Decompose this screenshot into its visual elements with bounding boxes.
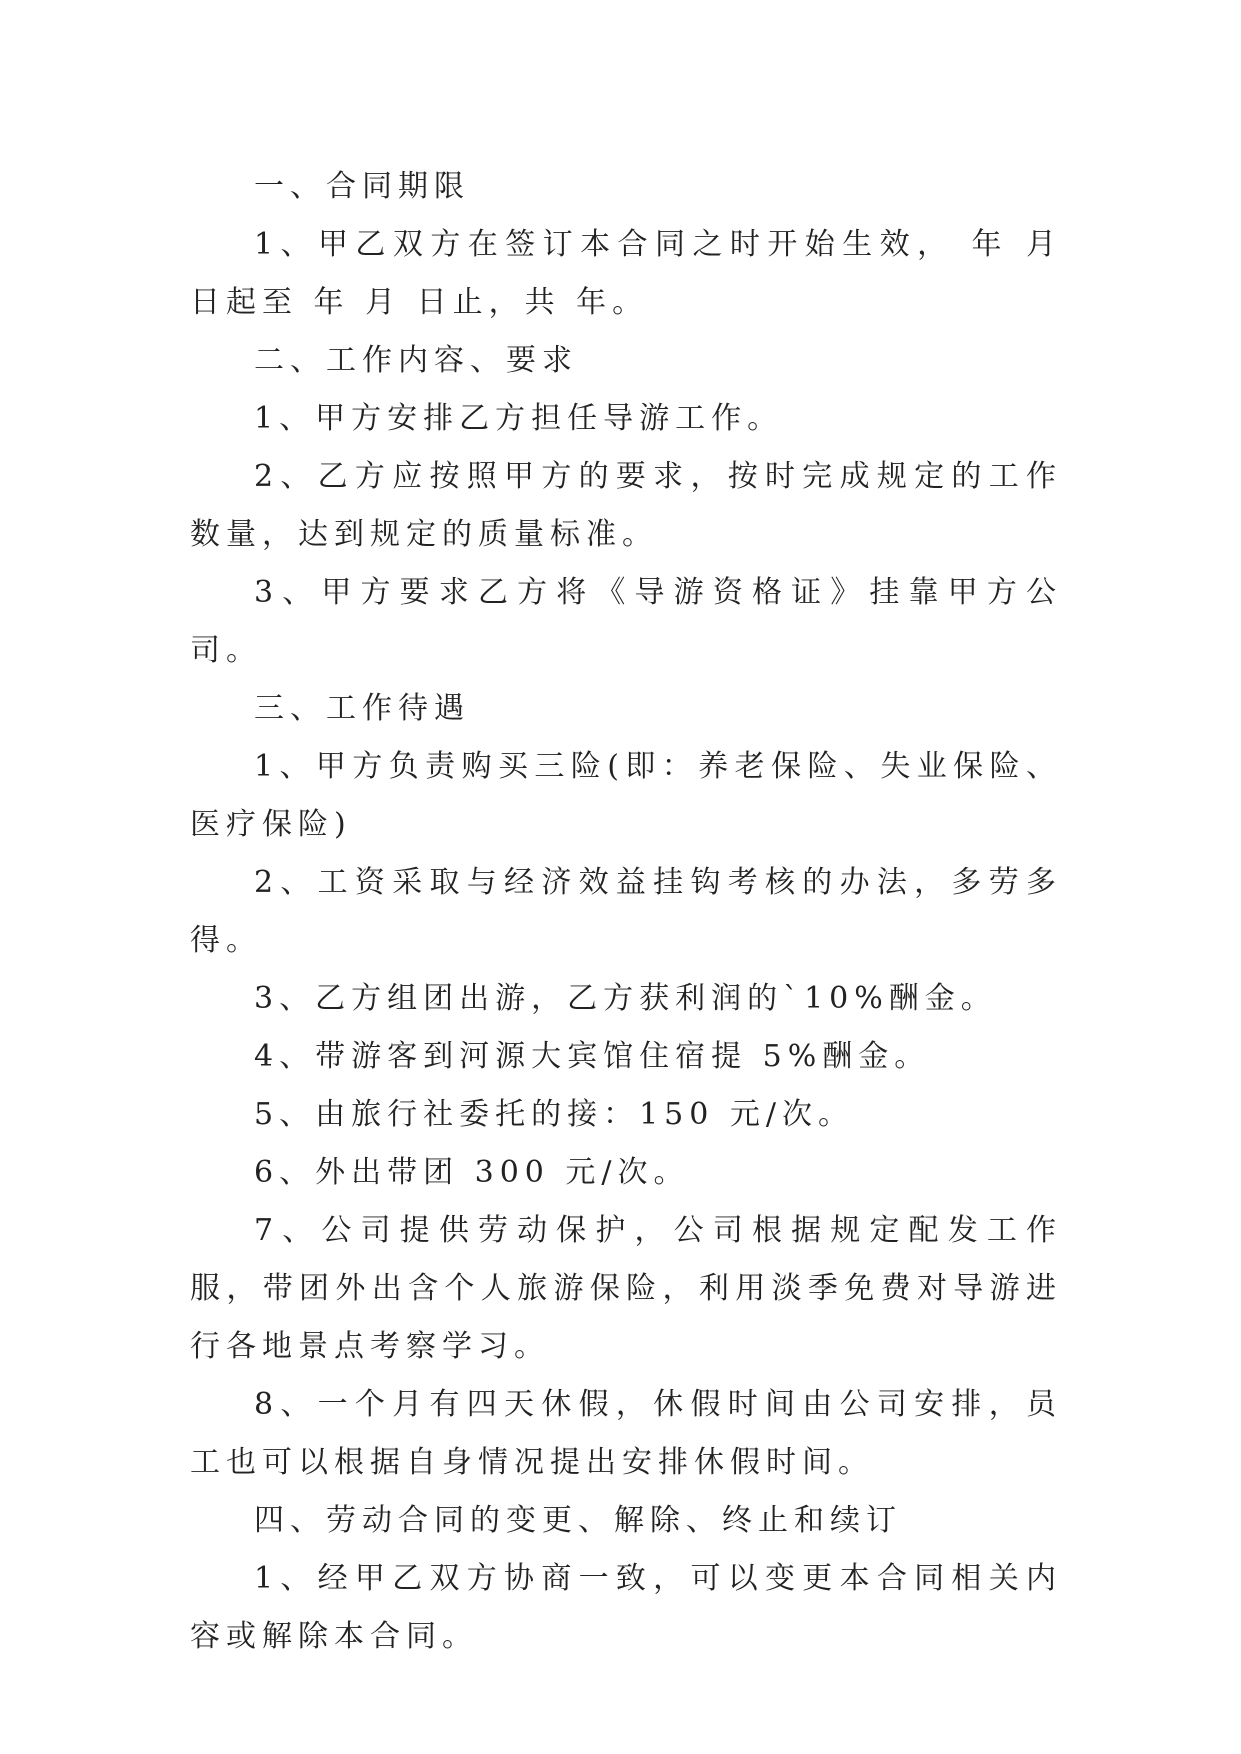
clause-changes-1: 1、经甲乙双方协商一致，可以变更本合同相关内容或解除本合同。 [190,1561,1062,1654]
document-body [190,158,1062,1666]
clause-treatment-7: 7、公司提供劳动保护，公司根据规定配发工作服，带团外出含个人旅游保险，利用淡季免费对导游进行各地景点考察学习。 [190,1213,1062,1364]
clause-treatment-5: 5、由旅行社委托的接：150 元/次。 [254,1097,854,1132]
clause-work-1: 1、甲方安排乙方担任导游工作。 [254,401,784,436]
section-heading-term: 一、合同期限 [254,169,470,204]
clause-term-1: 1、甲乙双方在签订本合同之时开始生效， 年 月 日起至 年 月 日止，共 年。 [190,227,1062,320]
clause-treatment-2: 2、工资采取与经济效益挂钩考核的办法，多劳多得。 [190,865,1062,958]
section-heading-treatment: 三、工作待遇 [254,691,470,726]
clause-treatment-3: 3、乙方组团出游，乙方获利润的`10%酬金。 [254,981,997,1016]
section-heading-work-content: 二、工作内容、要求 [254,343,578,378]
clause-work-3: 3、甲方要求乙方将《导游资格证》挂靠甲方公司。 [190,575,1062,668]
clause-treatment-4: 4、带游客到河源大宾馆住宿提 5%酬金。 [254,1039,931,1074]
section-heading-contract-changes: 四、劳动合同的变更、解除、终止和续订 [254,1503,902,1538]
clause-treatment-6: 6、外出带团 300 元/次。 [254,1155,690,1190]
clause-work-2: 2、乙方应按照甲方的要求，按时完成规定的工作数量，达到规定的质量标准。 [190,459,1062,552]
clause-treatment-1: 1、甲方负责购买三险(即：养老保险、失业保险、医疗保险) [190,749,1062,842]
clause-treatment-8: 8、一个月有四天休假，休假时间由公司安排，员工也可以根据自身情况提出安排休假时间。 [190,1387,1062,1480]
